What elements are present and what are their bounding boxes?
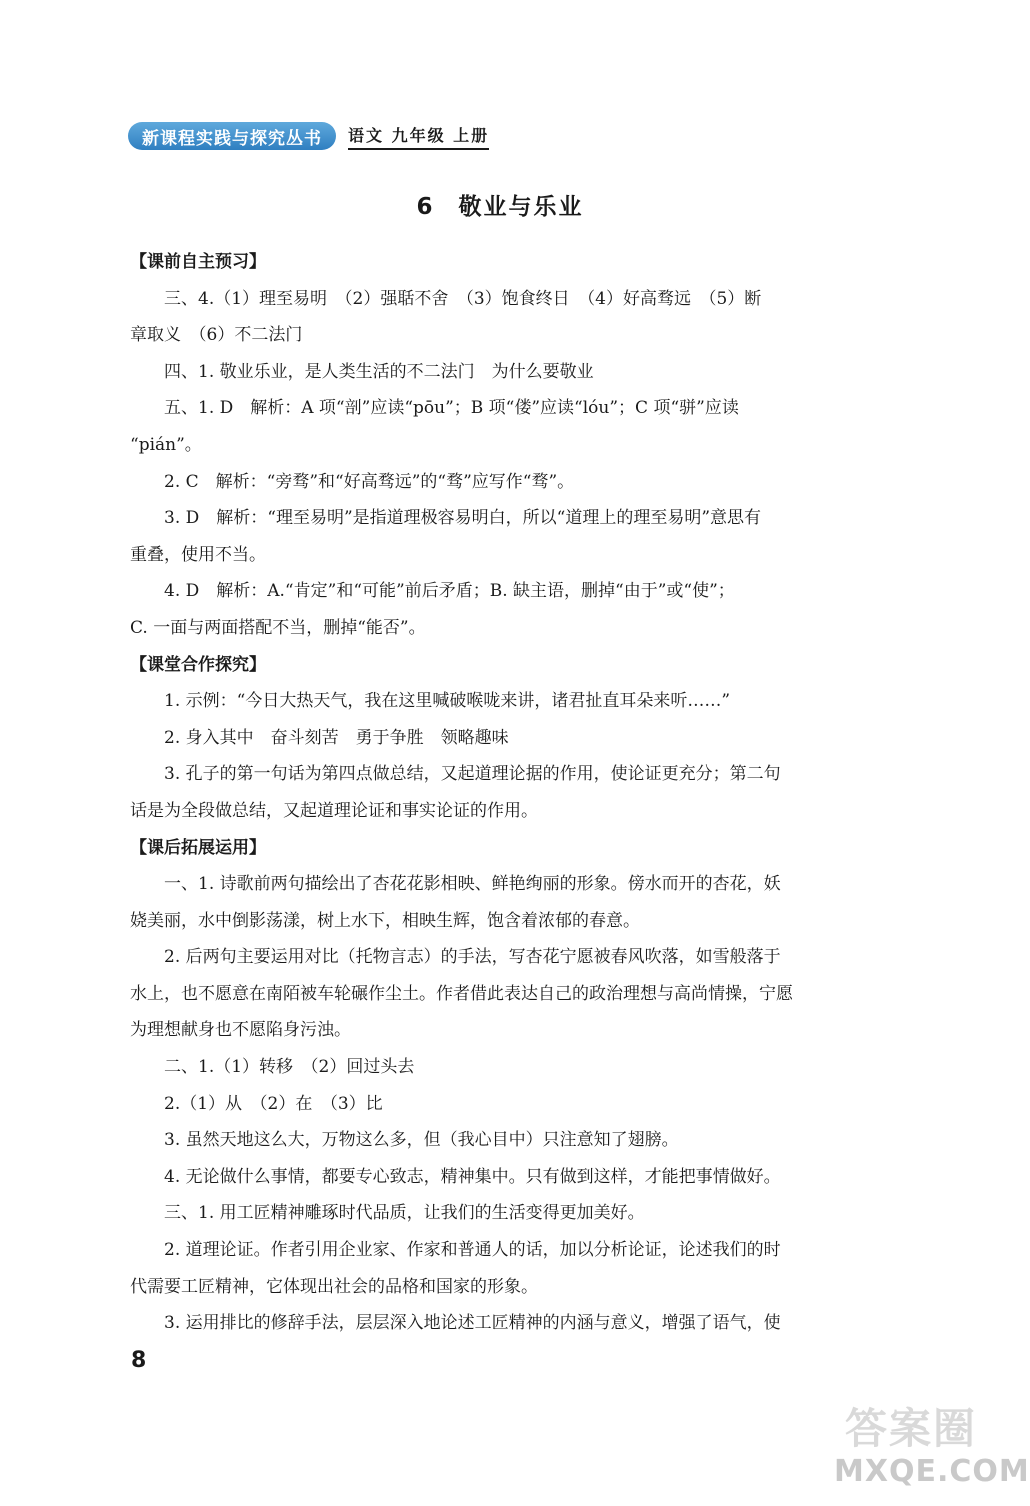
answer-line: 二、1.（1）转移 （2）回过头去 [164, 1057, 415, 1078]
answer-line: 2. 道理论证。作者引用企业家、作家和普通人的话，加以分析论证，论述我们的时 [164, 1240, 781, 1261]
watermark-domain: MXQE.COM [834, 1454, 1030, 1489]
lesson-number: 6 [416, 194, 435, 220]
answer-line: 2.（1）从 （2）在 （3）比 [164, 1093, 383, 1114]
answer-line: 3. D 解析：“理至易明”是指道理极容易明白，所以“道理上的理至易明”意思有 [164, 508, 762, 529]
answer-line: 重叠，使用不当。 [130, 544, 266, 565]
answer-line: 章取义 （6）不二法门 [130, 325, 303, 346]
answer-line: 2. C 解析：“旁骛”和“好高骛远”的“骛”应写作“骛”。 [164, 471, 575, 492]
answer-line: 4. 无论做什么事情，都要专心致志，精神集中。只有做到这样，才能把事情做好。 [164, 1166, 781, 1187]
answer-line: 2. 后两句主要运用对比（托物言志）的手法，写杏花宁愿被春风吹落，如雪般落于 [164, 947, 781, 968]
answer-line: 2. 身入其中 奋斗刻苦 勇于争胜 领略趣味 [164, 727, 509, 748]
section-heading: 【课后拓展运用】 [130, 837, 266, 858]
answer-line: 三、4.（1）理至易明 （2）强聒不舍 （3）饱食终日 （4）好高骛远 （5）断 [164, 288, 762, 309]
answer-line: 3. 运用排比的修辞手法，层层深入地论述工匠精神的内涵与意义，增强了语气，使 [164, 1313, 781, 1334]
lesson-title [0, 188, 1000, 221]
watermark-logo: 答案圈 [844, 1404, 977, 1453]
answer-line: 三、1. 用工匠精神雕琢时代品质，让我们的生活变得更加美好。 [164, 1203, 645, 1224]
answer-line: 4. D 解析：A.“肯定”和“可能”前后矛盾；B. 缺主语，删掉“由于”或“使”； [164, 581, 735, 602]
answer-line: 娆美丽，水中倒影荡漾，树上水下，相映生辉，饱含着浓郁的春意。 [130, 910, 640, 931]
answer-line: 3. 孔子的第一句话为第四点做总结，又起道理论据的作用，使论证更充分；第二句 [164, 764, 781, 785]
running-header [128, 116, 489, 150]
section-heading: 【课堂合作探究】 [130, 654, 266, 675]
answer-line: 水上，也不愿意在南陌被车轮碾作尘土。作者借此表达自己的政治理想与高尚情操，宁愿 [130, 983, 793, 1004]
series-label: 新课程实践与探究丛书 [128, 122, 336, 150]
answer-line: 四、1. 敬业乐业，是人类生活的不二法门 为什么要敬业 [164, 361, 594, 382]
section-heading: 【课前自主预习】 [130, 252, 266, 272]
subject-label: 语文 九年级 上册 [348, 123, 489, 150]
answer-line: C. 一面与两面搭配不当，删掉“能否”。 [130, 617, 426, 638]
page-number: 8 [131, 1348, 147, 1373]
answer-line: 一、1. 诗歌前两句描绘出了杏花花影相映、鲜艳绚丽的形象。傍水而开的杏花，妖 [164, 874, 781, 895]
answer-line: 五、1. D 解析：A 项“剖”应读“pōu”；B 项“偻”应读“lóu”；C 项“骈”应读 [164, 398, 739, 419]
answer-line: 3. 虽然天地这么大，万物这么多，但（我心目中）只注意知了翅膀。 [164, 1130, 679, 1151]
answer-line: 话是为全段做总结，又起道理论证和事实论证的作用。 [130, 800, 538, 821]
lesson-title-text: 敬业与乐业 [458, 194, 584, 220]
answer-line: 代需要工匠精神，它体现出社会的品格和国家的形象。 [130, 1276, 538, 1297]
answer-body [130, 244, 898, 1342]
answer-line: “pián”。 [130, 434, 202, 455]
answer-line: 1. 示例：“今日大热天气，我在这里喊破喉咙来讲，诸君扯直耳朵来听……” [164, 691, 731, 712]
answer-line: 为理想献身也不愿陷身污浊。 [130, 1020, 351, 1041]
